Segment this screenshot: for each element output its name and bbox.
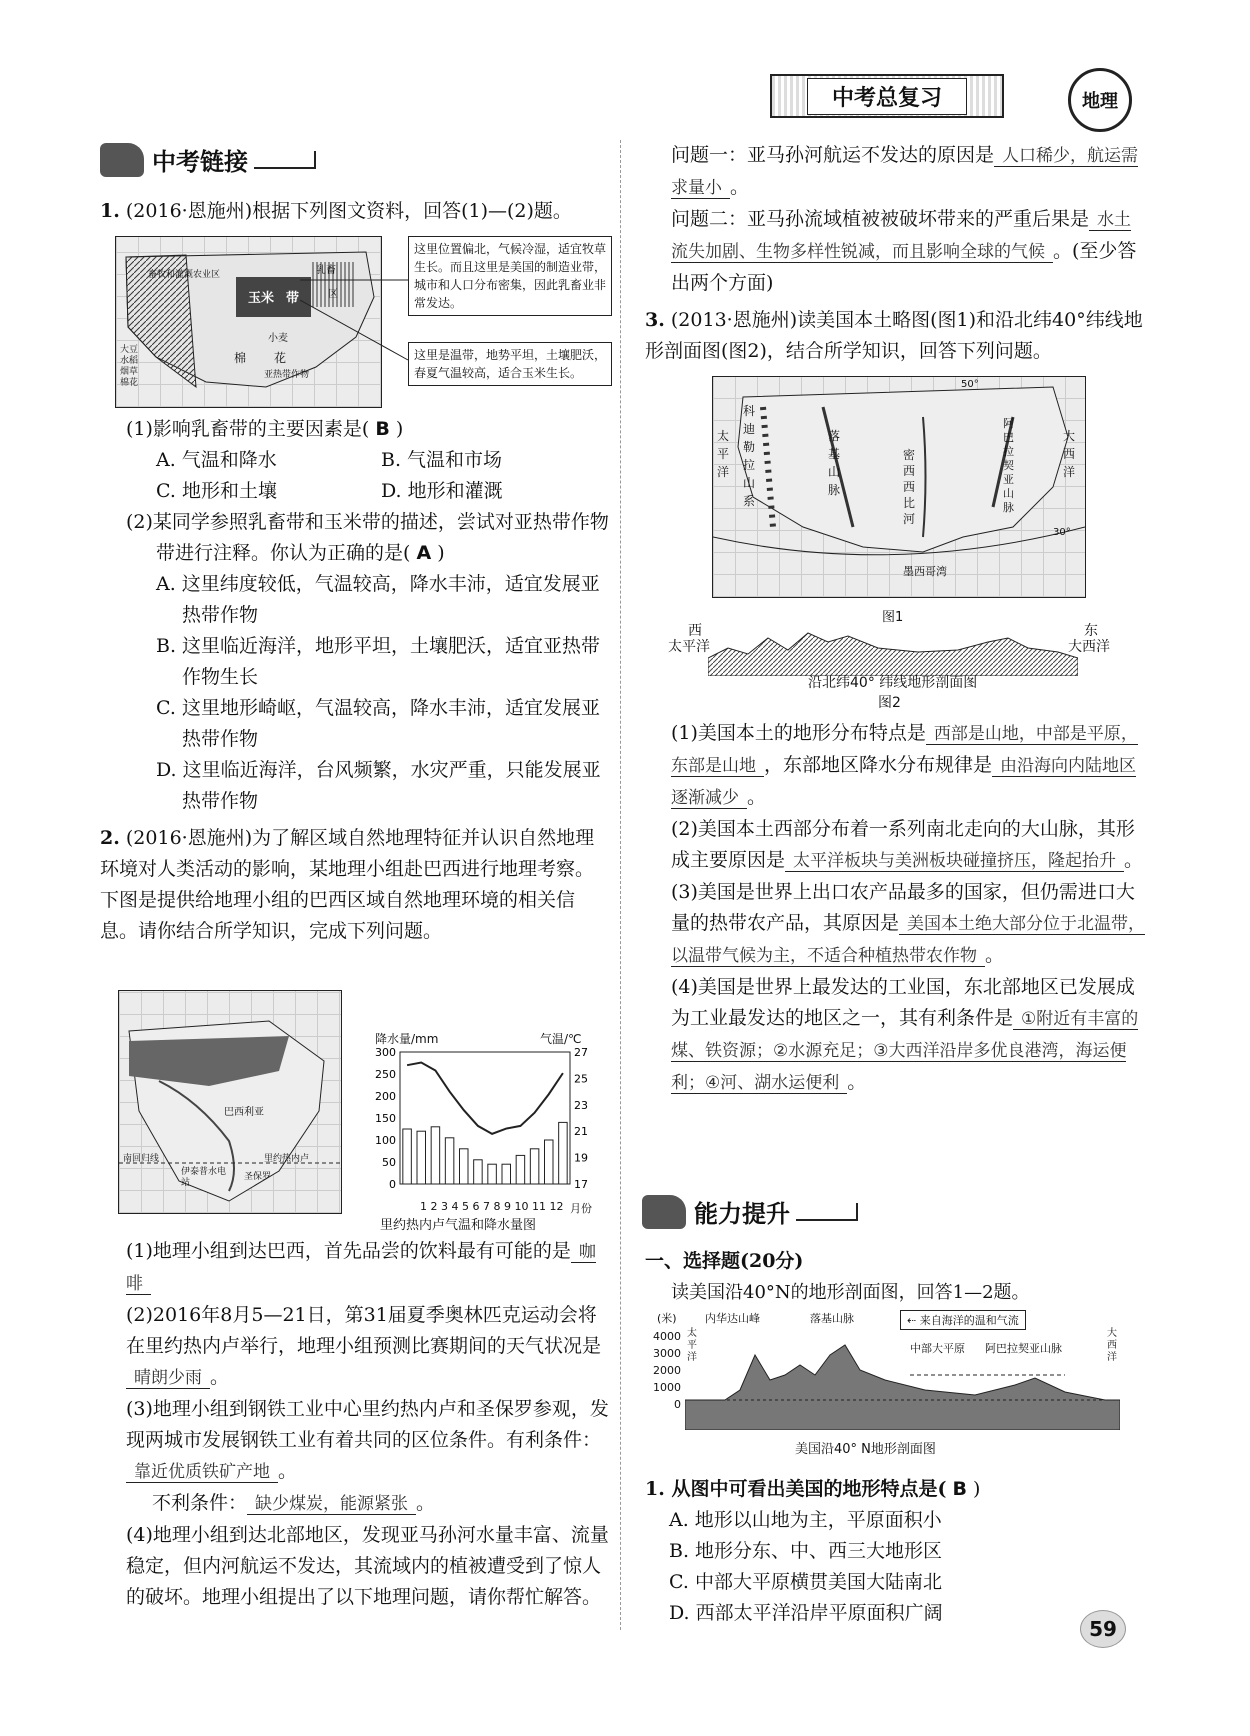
- temp-line: [407, 1063, 563, 1134]
- left-column: 1. (2016·恩施州)根据下列图文资料，回答(1)—(2)题。: [100, 200, 572, 222]
- q1-s1-opt-a: A. 气温和降水: [156, 449, 277, 471]
- map-label-belt: 带: [286, 291, 300, 306]
- profile-pacific: 太平洋: [668, 639, 710, 655]
- y-left-tick: 200: [375, 1090, 396, 1103]
- fig2-caption: 图2: [878, 695, 901, 711]
- choice-section: [645, 1246, 1145, 1308]
- header-title: 中考总复习: [807, 78, 967, 115]
- usa-physical-map-svg: [713, 377, 1085, 597]
- y-left-tick: 50: [382, 1156, 396, 1169]
- q1-s1-opt-c: C. 地形和土壤: [156, 480, 277, 502]
- right-column: 问题一：亚马孙河航运不发达的原因是 人口稀少，航运需求量小 。 问题二：亚马孙流域植被被破坏带来的严重后果是 水土流失加剧、生物多样性锐减，而且影响全球的气候 。(至少答出两个方面) 3. (2013·恩施州)读美国本土略图(图1)和沿北纬40°纬线地形剖面图(图2)，结合所学知识，回答下列问题。: [645, 144, 1143, 362]
- section-ability-title: 能力提升: [694, 1200, 790, 1228]
- fig1-caption: 图1: [882, 610, 904, 625]
- q2-p1-stem: 问题一：亚马孙河航运不发达的原因是: [671, 144, 995, 166]
- callout-dairy: 这里位置偏北，气候冷湿，适宜牧草生长。而且这里是美国的制造业带，城市和人口分布密集，因此乳畜业非常发达。: [408, 236, 612, 316]
- map-label-corn: 玉米: [248, 291, 275, 306]
- q2-s1-stem: (1)地理小组到达巴西，首先品尝的饮料最有可能的是: [126, 1240, 571, 1262]
- chart-y-right-label: 气温/℃: [540, 1032, 582, 1046]
- map-label-lat50: 50°: [961, 379, 979, 390]
- q1-s2-opt-d: D. 这里临近海洋，台风频繁，水灾严重，只能发展亚热带作物: [156, 759, 601, 812]
- profile-east: 东: [1084, 623, 1098, 639]
- ytick: 4000: [653, 1330, 681, 1343]
- brazil-map: [118, 990, 342, 1214]
- choice-q1-opt-b: B. 地形分东、中、西三大地形区: [669, 1540, 943, 1562]
- q3-intro: (2013·恩施州)读美国本土略图(图1)和沿北纬40°纬线地形剖面图(图2)，结合所学知识，回答下列问题。: [645, 309, 1143, 362]
- precip-bar: [559, 1122, 568, 1184]
- map-label-ranch: 畜牧和灌溉农业区: [148, 270, 221, 280]
- profile-pacific: 太平洋: [687, 1328, 697, 1363]
- profile-plain: 中部大平原: [910, 1342, 965, 1355]
- choice-intro: 读美国沿40°N的地形剖面图，回答1—2题。: [671, 1282, 1030, 1303]
- precip-bar: [417, 1131, 426, 1184]
- precip-bar: [460, 1149, 469, 1184]
- precip-bar: [474, 1160, 483, 1184]
- q1-s1-opt-d: D. 地形和灌溉: [381, 480, 503, 502]
- y-left-tick: 100: [375, 1134, 396, 1147]
- map-label-pacific: 太平洋: [717, 429, 730, 479]
- q2-s3-answer-2: 缺少煤炭，能源紧张: [247, 1494, 416, 1515]
- q2-s2-answer: 晴朗少雨: [126, 1368, 210, 1389]
- lat40-profile: [668, 620, 1128, 710]
- section-deco-line: [796, 1203, 858, 1221]
- y-left-tick: 0: [389, 1178, 396, 1191]
- profile-wind-legend: ⇠ 来自海洋的温和气流: [900, 1310, 1026, 1330]
- map-label-mississippi: 密西西比河: [903, 448, 916, 526]
- map-label-lat30: 30°: [1053, 527, 1071, 538]
- y-right-tick: 17: [574, 1178, 588, 1191]
- map-label-wheat: 小麦: [268, 333, 288, 344]
- q1-s1-opt-b: B. 气温和市场: [381, 449, 503, 471]
- q3-s3-stem: (3)美国是世界上出口农产品最多的国家，但仍需进口大量的热带农产品，其原因是: [671, 881, 1135, 934]
- profile-rocky: 落基山脉: [810, 1312, 854, 1325]
- q2-s4-stem: (4)地理小组到达北部地区，发现亚马孙河水量丰富、流量稳定，但内河航运不发达，其流域内的植被遭受到了惊人的破坏。地理小组提出了以下地理问题，请你帮忙解答。: [126, 1524, 609, 1608]
- q1-s2-opt-c: C. 这里地形崎岖，气温较高，降水丰沛，适宜发展亚热带作物: [156, 697, 600, 750]
- choice-q1-stem: 1. 从图中可看出美国的地形特点是(: [645, 1478, 947, 1500]
- q1-s2-opt-b: B. 这里临近海洋，地形平坦，土壤肥沃，适宜亚热带作物生长: [156, 635, 601, 688]
- profile-appalachian: 阿巴拉契亚山脉: [985, 1342, 1062, 1355]
- ytick: 1000: [653, 1381, 681, 1394]
- q2-s3-answer-1: 靠近优质铁矿产地: [126, 1462, 278, 1483]
- q3-s2-answer: 太平洋板块与美洲板块碰撞挤压，隆起抬升: [785, 851, 1124, 872]
- choice-profile: [645, 1310, 1125, 1460]
- y-left-tick: 250: [375, 1068, 396, 1081]
- map-label-rocky: 落基山脉: [828, 429, 841, 497]
- y-left-tick: 150: [375, 1112, 396, 1125]
- profile-caption: 沿北纬40° 纬线地形剖面图: [808, 675, 978, 691]
- map-label-flower: 花: [274, 351, 287, 365]
- q1-s1-answer: B: [375, 418, 390, 440]
- map-label-cordillera: 科迪勒拉山系: [743, 404, 756, 508]
- wind-label: 来自海洋的温和气流: [919, 1314, 1019, 1327]
- precip-bar: [431, 1127, 440, 1184]
- usa-physical-map: [712, 376, 1086, 598]
- header-banner: [770, 74, 1004, 118]
- map-label-region: 区: [328, 289, 338, 300]
- choice-q1-opt-d: D. 西部太平洋沿岸平原面积广阔: [669, 1602, 943, 1624]
- chart-x-label: 月份: [570, 1202, 592, 1215]
- y-right-tick: 23: [574, 1098, 588, 1112]
- profile-atlantic: 大西洋: [1068, 639, 1110, 655]
- precip-bar: [545, 1140, 554, 1184]
- y-right-tick: 19: [574, 1151, 588, 1165]
- q3-s4-stem: (4)美国是世界上最发达的工业国，东北部地区已发展成为工业最发达的地区之一，其有利条件是: [671, 976, 1135, 1029]
- profile-sierra: 内华达山峰: [705, 1312, 760, 1325]
- profile-west: 西: [688, 623, 702, 639]
- legend-rice: 水稻: [120, 356, 139, 366]
- chart-x-ticks: 1 2 3 4 5 6 7 8 9 10 11 12: [420, 1200, 564, 1213]
- choice-profile-svg: [685, 1330, 1120, 1430]
- q3-s1-stem: (1)美国本土的地形分布特点是: [671, 722, 926, 744]
- map-label-itaipu: 伊泰普水电站: [181, 1167, 227, 1188]
- ytick: 0: [674, 1398, 681, 1411]
- q1-s2-stem: (2)某同学参照乳畜带和玉米带的描述，尝试对亚热带作物带进行注释。你认为正确的是(: [126, 511, 609, 564]
- precip-bar: [516, 1155, 525, 1184]
- callout-lines: [300, 260, 410, 370]
- compass-icon: [100, 143, 144, 177]
- q3-s4-answer: ①附近有丰富的煤、铁资源；②水源充足；③大西洋沿岸多优良港湾，海运便利；④河、湖水运便利: [671, 1009, 1139, 1093]
- q3-subquestions: (1)美国本土的地形分布特点是 西部是山地，中部是平原，东部是山地 ，东部地区降水分布规律是 由沿海向内陆地区逐渐减少 。 (2)美国本土西部分布着一系列南北走向的大山脉，其形成主要原因是 太平洋板块与美洲板块碰撞挤压，隆起抬升 。 (3)美国是世界上出口农产品最多的国家，但仍需进口大量的热带农产品，其原因是 美国本土绝大部分位于北温带，以温带气候为主，不适合种植热带农作物 。 (4)美国是世界上最发达的工业国，东北部地区已发展成为工业最发达的地区之一，其有利条件是 ①附近有丰富的煤、铁资源；②水源充足；③大西洋沿岸多优良港湾，海运便利；④河、湖水运便利 。: [671, 722, 1146, 1093]
- q2-subquestions: (1)地理小组到达巴西，首先品尝的饮料最有可能的是 咖啡 (2)2016年8月5—21日，第31届夏季奥林匹克运动会将在里约热内卢举行，地理小组预测比赛期间的天气状况是晴朗少雨 。 (3)地理小组到钢铁工业中心里约热内卢和圣保罗参观，发现两城市发展钢铁工业有着共同的区位条件。有利条件：靠近优质铁矿产地 。 不利条件： 缺少煤炭，能源紧张 。 (4)地理小组到达北部地区，发现亚马孙河水量丰富、流量稳定，但内河航运不发达，其流域内的植被遭受到了惊人的破坏。地理小组提出了以下地理问题，请你帮忙解答。: [126, 1240, 609, 1608]
- choice-heading: 一、选择题(20分): [645, 1250, 804, 1272]
- chart-y-left-label: 降水量/mm: [375, 1032, 439, 1046]
- map-label-gulf: 墨西哥湾: [903, 565, 947, 578]
- y-right-tick: 27: [574, 1046, 588, 1059]
- map-legend: [120, 345, 138, 389]
- q2-p1-answer: 人口稀少，航运需求量小: [671, 146, 1139, 198]
- q3-s1-stem-b: ，东部地区降水分布规律是: [764, 754, 993, 776]
- q2-s3-stem-b: 不利条件：: [152, 1492, 248, 1514]
- climate-chart-svg: [360, 1044, 610, 1194]
- map-label-brasilia: 巴西利亚: [224, 1107, 264, 1118]
- subject-badge: 地理: [1068, 68, 1132, 132]
- section-deco-line: [254, 151, 316, 169]
- ytick: 3000: [653, 1347, 681, 1360]
- section-link-title: 中考链接: [152, 148, 248, 176]
- choice-q1-answer: B: [952, 1478, 967, 1500]
- q1-s1-options: [100, 445, 610, 507]
- ytick: 2000: [653, 1364, 681, 1377]
- callout-corn: 这里是温带，地势平坦，土壤肥沃，春夏气温较高，适合玉米生长。: [408, 342, 612, 386]
- climate-chart: [360, 1030, 610, 1233]
- q1-s2-opt-a: A. 这里纬度较低，气温较高，降水丰沛，适宜发展亚热带作物: [156, 573, 600, 626]
- section-ability-heading: [642, 1194, 858, 1229]
- choice-q1-opt-c: C. 中部大平原横贯美国大陆南北: [669, 1571, 942, 1593]
- q3-s2-stem: (2)美国本土西部分布着一系列南北走向的大山脉，其形成主要原因是: [671, 818, 1135, 871]
- precip-bar: [530, 1149, 539, 1184]
- map-label-cotton: 棉: [234, 351, 247, 365]
- profile-atlantic: 大西洋: [1107, 1328, 1117, 1363]
- q1-intro: (2016·恩施州)根据下列图文资料，回答(1)—(2)题。: [125, 200, 572, 222]
- map-label-rio: 里约热内卢: [264, 1154, 310, 1164]
- q2-s2-stem: (2)2016年8月5—21日，第31届夏季奥林匹克运动会将在里约热内卢举行，地理小组预测比赛期间的天气状况是: [126, 1304, 602, 1357]
- map-label-appalachian: 阿巴拉契亚山脉: [1003, 417, 1014, 514]
- q2-s3-stem: (3)地理小组到钢铁工业中心里约热内卢和圣保罗参观，发现两城市发展钢铁工业有着共同的区位条件。有利条件：: [126, 1398, 609, 1451]
- precip-bar: [488, 1164, 497, 1184]
- map-label-subtropical: 亚热带作物: [264, 370, 310, 380]
- q2-p2-tail: 。(至少答出两个方面): [671, 240, 1137, 294]
- q2-intro: (2016·恩施州)为了解区域自然地理特征并认识自然地理环境对人类活动的影响，某地理小组赴巴西进行地理考察。下图是提供给地理小组的巴西区域自然地理环境的相关信息。请你结合所学知识，完成下列问题。: [100, 827, 595, 942]
- legend-soy: 大豆: [120, 345, 139, 355]
- column-divider: [620, 140, 621, 1630]
- q2-s1-answer: 咖啡: [126, 1242, 596, 1294]
- legend-tobacco: 烟草: [120, 367, 139, 377]
- legend-cotton: 棉花: [120, 378, 139, 388]
- q2-p2-answer: 水土流失加剧、生物多样性锐减，而且影响全球的气候: [671, 210, 1132, 262]
- precip-bar: [445, 1138, 454, 1184]
- profile-yticks: [645, 1328, 681, 1413]
- map-label-tropic: 南回归线: [123, 1154, 160, 1164]
- precip-bar: [502, 1164, 511, 1184]
- y-right-tick: 21: [574, 1125, 588, 1139]
- compass-icon: [642, 1195, 686, 1229]
- choice-q1: 1. 从图中可看出美国的地形特点是( B ) A. 地形以山地为主，平原面积小 B. 地形分东、中、西三大地形区 C. 中部大平原横贯美国大陆南北 D. 西部太平洋沿岸平原面积广阔: [645, 1474, 1145, 1629]
- profile-svg: [708, 628, 1078, 676]
- map-label-saopaulo: 圣保罗: [244, 1172, 272, 1182]
- q3-s3-answer: 美国本土绝大部分位于北温带，以温带气候为主，不适合种植热带农作物: [671, 914, 1146, 966]
- profile-unit: (米): [657, 1312, 677, 1325]
- choice-profile-caption: 美国沿40° N地形剖面图: [795, 1442, 936, 1457]
- q3-s1-answer-2: 由沿海向内陆地区逐渐减少: [671, 756, 1137, 808]
- chart-title: 里约热内卢气温和降水量图: [380, 1218, 537, 1233]
- page-number: 59: [1080, 1610, 1126, 1648]
- y-right-tick: 25: [574, 1072, 588, 1086]
- q1-s2-answer: A: [416, 542, 432, 564]
- map-label-atlantic: 大西洋: [1063, 429, 1076, 479]
- q1-s1-stem: (1)影响乳畜带的主要因素是(: [126, 418, 370, 440]
- precip-bar: [403, 1129, 412, 1184]
- choice-q1-opt-a: A. 地形以山地为主，平原面积小: [669, 1509, 942, 1531]
- section-link-heading: [100, 142, 316, 177]
- y-left-tick: 300: [375, 1046, 396, 1059]
- q3-s1-answer: 西部是山地，中部是平原，东部是山地: [671, 724, 1138, 776]
- q1-subquestions: (1)影响乳畜带的主要因素是( B ) A. 气温和降水 B. 气温和市场 C. 地形和土壤 D. 地形和灌溉 (2)某同学参照乳畜带和玉米带的描述，尝试对亚热带作物带进行注释。你认为正确的是( A ) A. 这里纬度较低，气温较高，降水丰沛，适宜发展亚热带作物 B. 这里临近海洋，地形平坦，土壤肥沃，适宜亚热带作物生长 C. 这里地形崎岖，气温较高，降水丰沛，适宜发展亚热带作物 D. 这里临近海洋，台风频繁，水灾严重，只能发展亚热带作物 2. (2016·恩施州)为了解区域自然地理特征并认识自然地理环境对人类活动的影响，某地理小组赴巴西进行地理考察。下图是提供给地理小组的巴西区域自然地理环境的相关信息。请你结合所学知识，完成下列问题。: [100, 418, 609, 942]
- map-label-dairy: 乳畜: [316, 265, 336, 276]
- q2-p2-stem: 问题二：亚马孙流域植被被破坏带来的严重后果是: [671, 208, 1090, 230]
